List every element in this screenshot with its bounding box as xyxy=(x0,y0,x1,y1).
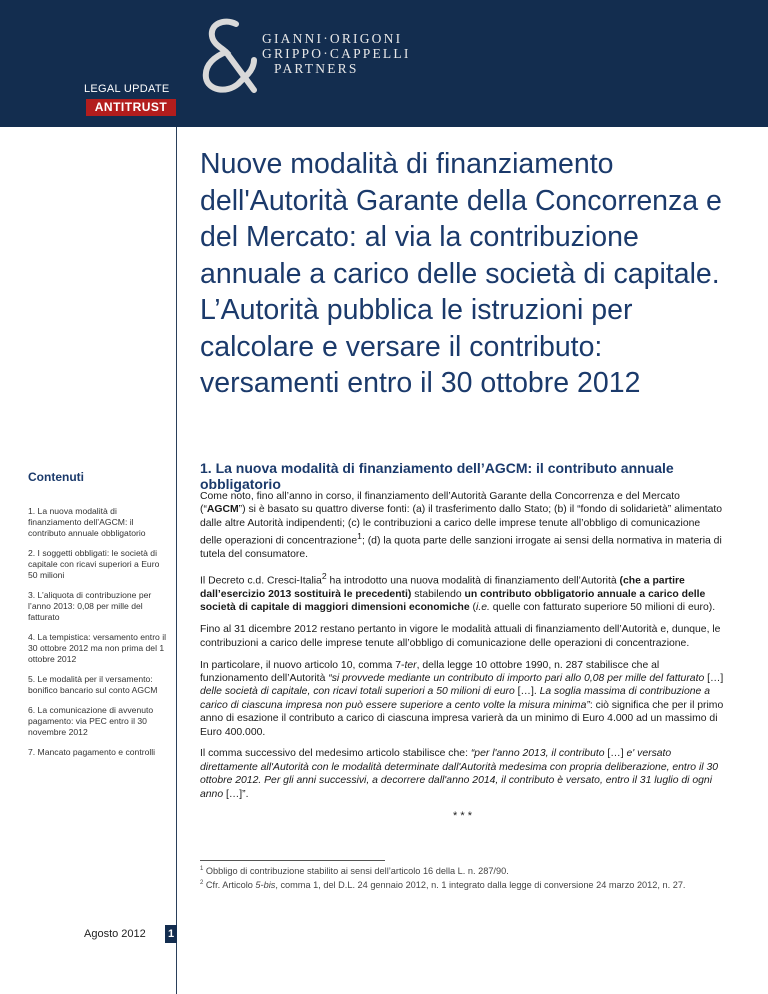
footnote-text: , comma 1, del D.L. 24 gennaio 2012, n. 1 integrato dalla legge di conversione 24 marzo 2012, n. 27. xyxy=(275,879,686,890)
text-run: Il Decreto c.d. Cresci-Italia xyxy=(200,575,322,587)
sidebar-item[interactable]: 5. Le modalità per il versamento: bonifico bancario sul conto AGCM xyxy=(28,674,158,695)
footnote-text: 5-bis xyxy=(255,879,276,890)
paragraph xyxy=(200,490,725,562)
footnote-text: Obbligo di contribuzione stabilito ai sensi dell’articolo 16 della L. n. 287/90. xyxy=(203,866,509,877)
firm-name-line: GIANNI·ORIGONI xyxy=(262,31,403,46)
sidebar-item[interactable]: 6. La comunicazione di avvenuto pagamento: via PEC entro il 30 novembre 2012 xyxy=(28,705,154,737)
text-run: (che a partire dall’esercizio 2013 sostituirà le precedenti) xyxy=(200,575,685,600)
text-run: In particolare, il nuovo articolo 10, comma 7- xyxy=(200,659,405,671)
text-run: e' versato direttamente all'Autorità con le modalità determinate dall'Autorità medesima con propria deliberazione, entro il 30 ottobre 2012. Per gli anni successivi, a decorrere dall'anno 2014, il contributo è versato, entro il 31 luglio di ogni anno xyxy=(200,748,719,800)
paragraph: Fino al 31 dicembre 2012 restano pertanto in vigore le modalità attuali di finanziamento dell’Autorità e, dunque, le contribuzioni a carico delle imprese tenute all’obbligo di comunicazione delle operazioni di concentrazione. xyxy=(200,624,721,649)
text-run: AGCM xyxy=(206,504,239,516)
sidebar-item[interactable]: 3. L’aliquota di contribuzione per l’anno 2013: 0,08 per mille del fatturato xyxy=(28,590,152,622)
footnotes xyxy=(200,864,740,891)
text-run: […]”. xyxy=(223,788,249,800)
sidebar-item[interactable]: 4. La tempistica: versamento entro il 30 ottobre 2012 ma non prima del 1 ottobre 2012 xyxy=(28,632,167,664)
text-run: ha introdotto una nuova modalità di finanziamento dell’Autorità xyxy=(326,575,620,587)
body-text xyxy=(200,490,725,823)
legal-update-label: LEGAL UPDATE xyxy=(84,83,170,95)
footnote-rule xyxy=(200,860,385,861)
category-tab: ANTITRUST xyxy=(86,99,176,116)
text-run: i.e. xyxy=(476,602,490,614)
footnote-number: 2 xyxy=(200,879,204,886)
page-number: 1 xyxy=(165,925,177,943)
footnote-number: 1 xyxy=(200,866,204,872)
page-title: Nuove modalità di finanziamento dell'Autorità Garante della Concorrenza e del Mercato: al via la contribuzione annuale a carico delle società di capitale. L’Autorità pubblica le istruzioni per calcolare e versare il contributo: versamenti entro il 30 ottobre 2012 xyxy=(200,148,722,399)
text-run: La soglia massima di contribuzione a carico di ciascuna impresa non può essere superiore a cento volte la misura minima” xyxy=(200,686,710,711)
footnote-text: Cfr. Articolo xyxy=(203,879,256,890)
paragraph xyxy=(200,747,725,801)
text-run: stabilendo xyxy=(411,588,465,600)
section-separator: * * * xyxy=(453,809,472,822)
text-run: : ciò significa che per il primo anno di esazione il contributo a carico di ciascuna impresa varierà da un minimo di Euro 4.000 ad un massimo di Euro 400.000. xyxy=(200,699,724,738)
column-divider xyxy=(176,127,177,994)
text-run: , della legge 10 ottobre 1990, n. 287 stabilisce che al funzionamento dell’Autorità xyxy=(200,659,660,684)
text-run: ter xyxy=(404,659,417,671)
text-run: ( xyxy=(469,602,477,614)
text-run: delle società di capitale, con ricavi totali superiori a 50 milioni di euro xyxy=(200,686,515,698)
firm-name xyxy=(262,31,411,76)
footnote xyxy=(200,864,740,878)
text-run: un contributo obbligatorio annuale a carico delle società di capitale di maggiori dimensioni economiche xyxy=(200,588,706,614)
text-run: […] xyxy=(704,672,724,684)
contents-sidebar xyxy=(28,470,168,767)
text-run: […]. xyxy=(514,686,540,698)
footnote-ref[interactable]: 2 xyxy=(321,571,327,581)
issue-date: Agosto 2012 xyxy=(84,928,146,940)
paragraph xyxy=(200,659,725,739)
paragraph xyxy=(200,570,725,615)
ampersand-logo-icon xyxy=(196,16,260,94)
text-run: Il comma successivo del medesimo articolo stabilisce che: xyxy=(200,748,471,760)
footnote xyxy=(200,878,740,892)
text-run: […] xyxy=(604,748,627,760)
header-band xyxy=(0,0,768,127)
text-run: quelle con fatturato superiore 50 milioni di euro). xyxy=(489,602,716,614)
sidebar-item[interactable]: 2. I soggetti obbligati: le società di capitale con ricavi superiori a Euro 50 milioni xyxy=(28,548,160,580)
text-run: Come noto, fino all’anno in corso, il finanziamento dell’Autorità Garante della Concorrenza e del Mercato (“ xyxy=(200,491,680,516)
sidebar-item[interactable]: 7. Mancato pagamento e controlli xyxy=(28,747,156,757)
firm-name-line: GRIPPO·CAPPELLI xyxy=(262,46,411,61)
sidebar-item[interactable]: 1. La nuova modalità di finanziamento dell’AGCM: il contributo annuale obbligatorio xyxy=(28,506,146,538)
firm-name-line: PARTNERS xyxy=(274,61,359,76)
text-run: “si provvede mediante un contributo di importo pari allo 0,08 per mille del fatturato xyxy=(328,672,705,684)
text-run: ”) si è basato su quattro diverse fonti: (a) il trasferimento dallo Stato; (b) il “fondo di solidarietà” alimentato dalle altre Autorità indipendenti; (c) le contribuzioni a carico delle imprese tenute all’obbligo di comunicazione delle operazioni di concentrazione xyxy=(200,504,723,547)
text-run: “per l'anno 2013, il contributo xyxy=(470,748,605,760)
footnote-ref[interactable]: 1 xyxy=(357,531,362,542)
sidebar-heading: Contenuti xyxy=(28,470,84,484)
text-run: ; (d) la quota parte delle sanzioni irrogate ai sensi della normativa in materia di tutela del consumatore. xyxy=(200,535,722,561)
section-heading: 1. La nuova modalità di finanziamento dell’AGCM: il contributo annuale obbligatorio xyxy=(200,460,674,492)
